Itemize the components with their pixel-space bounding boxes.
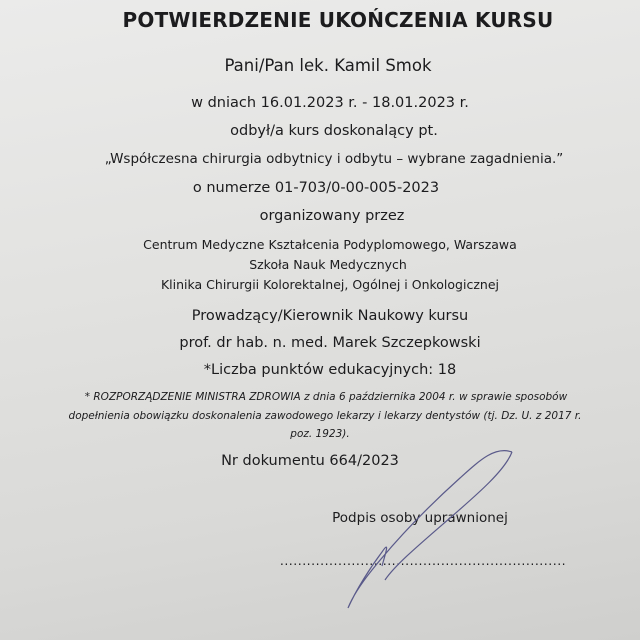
- education-points: *Liczba punktów edukacyjnych: 18: [203, 362, 457, 378]
- completion-statement: odbył/a kurs doskonalący pt.: [230, 123, 438, 139]
- signature-line: ................................................................: [279, 553, 567, 568]
- recipient: Pani/Pan lek. Kamil Smok: [224, 56, 432, 75]
- document-number: Nr dokumentu 664/2023: [221, 453, 399, 469]
- handwritten-signature: [290, 440, 530, 620]
- organizer: Centrum Medyczne Kształcenia Podyplomowego, Warszawa: [143, 237, 517, 252]
- course-dates: w dniach 16.01.2023 r. - 18.01.2023 r.: [191, 95, 469, 111]
- footnote-line: * ROZPORZĄDZENIE MINISTRA ZDROWIA z dnia 6 października 2004 r. w sprawie sposobów: [84, 391, 568, 403]
- organized-by-label: organizowany przez: [259, 208, 405, 224]
- leader-label: Prowadzący/Kierownik Naukowy kursu: [191, 308, 469, 324]
- organizer: Szkoła Nauk Medycznych: [249, 257, 407, 272]
- organizer: Klinika Chirurgii Kolorektalnej, Ogólnej i Onkologicznej: [160, 277, 499, 292]
- document-title: POTWIERDZENIE UKOŃCZENIA KURSU: [122, 8, 554, 32]
- leader-name: prof. dr hab. n. med. Marek Szczepkowski: [179, 335, 481, 351]
- footnote-line: dopełnienia obowiązku doskonalenia zawodowego lekarzy i lekarzy dentystów (tj. Dz. U. z 2017 r.: [68, 410, 582, 422]
- footnote-line: poz. 1923).: [290, 428, 350, 440]
- course-number: o numerze 01-703/0-00-005-2023: [192, 180, 440, 196]
- signature-label: Podpis osoby uprawnionej: [332, 510, 508, 526]
- course-title: „Współczesna chirurgia odbytnicy i odbytu – wybrane zagadnienia.”: [104, 151, 564, 167]
